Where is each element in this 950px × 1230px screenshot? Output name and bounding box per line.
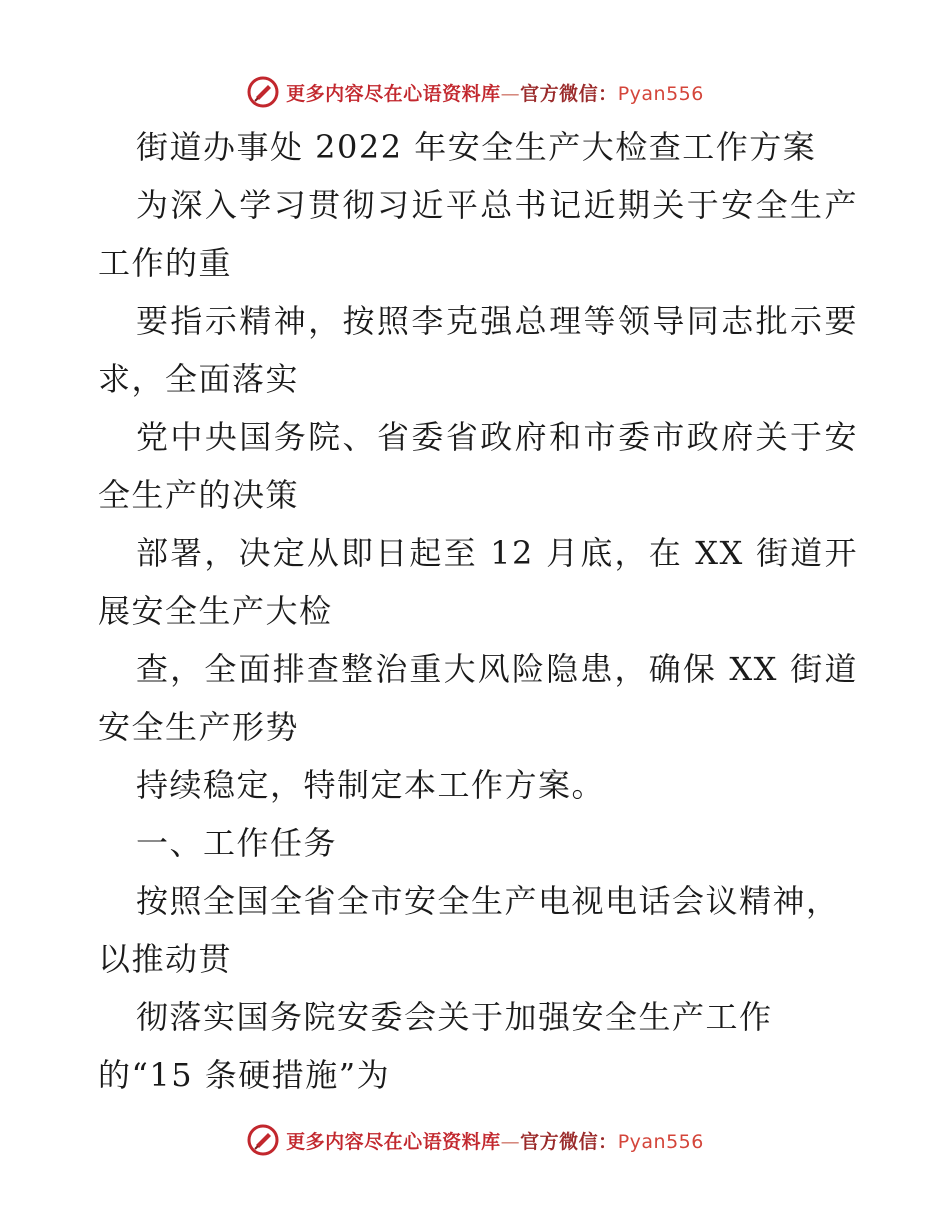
paragraph-line: 要指示精神，按照李克强总理等领导同志批示要: [136, 302, 858, 340]
watermark-label: 官方微信：: [520, 82, 618, 105]
paragraph-line: 彻落实国务院安委会关于加强安全生产工作: [136, 998, 773, 1036]
paragraph-line: 按照全国全省全市安全生产电视电话会议精神，: [136, 882, 840, 920]
document-body: [98, 118, 858, 1104]
paragraph-line: 查，全面排查整治重大风险隐患，确保 XX 街道: [136, 650, 858, 688]
paragraph-line: 工作的重: [98, 244, 233, 282]
paragraph-line: 持续稳定，特制定本工作方案。: [136, 766, 606, 804]
paragraph-line: 以推动贯: [98, 940, 233, 978]
watermark-separator: —: [500, 82, 521, 105]
paragraph-line: 展安全生产大检: [98, 592, 333, 630]
paragraph-line: 部署，决定从即日起至 12 月底，在 XX 街道开: [136, 534, 858, 572]
watermark-wechat-id: Pyan556: [617, 82, 704, 105]
paragraph-line: 为深入学习贯彻习近平总书记近期关于安全生产: [136, 186, 858, 224]
paragraph-line: 安全生产形势: [98, 708, 300, 746]
watermark-separator: —: [500, 1130, 521, 1153]
watermark-brand: 更多内容尽在心语资料库: [286, 82, 501, 105]
watermark-brand: 更多内容尽在心语资料库: [286, 1130, 501, 1153]
brand-logo-icon: [246, 75, 280, 109]
paragraph-line: 的“15 条硬措施”为: [98, 1056, 391, 1094]
brand-logo-icon: [246, 1123, 280, 1157]
section-heading: 一、工作任务: [136, 824, 338, 862]
watermark-label: 官方微信：: [520, 1130, 618, 1153]
paragraph-line: 求，全面落实: [98, 360, 300, 398]
paragraph-line: 全生产的决策: [98, 476, 300, 514]
paragraph-line: 党中央国务院、省委省政府和市委市政府关于安: [136, 418, 858, 456]
document-title: 街道办事处 2022 年安全生产大检查工作方案: [136, 128, 817, 166]
watermark-wechat-id: Pyan556: [617, 1130, 704, 1153]
header-watermark: [0, 72, 950, 112]
footer-watermark: [0, 1120, 950, 1160]
